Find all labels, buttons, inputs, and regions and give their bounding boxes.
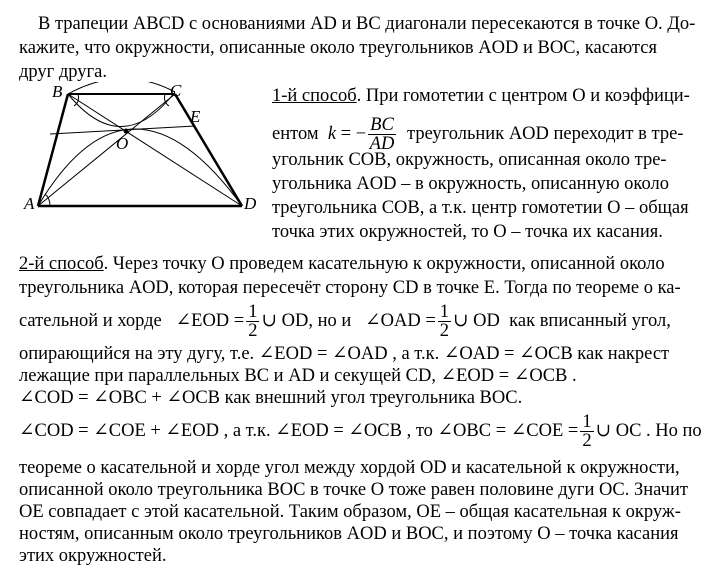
fraction-half-2: $\frac{1}{2}$ — [439, 302, 450, 342]
method2-line-8: теореме о касательной и хорде угол между хордой OD и касательной к окружности, — [19, 458, 680, 478]
fraction-bc-ad: $\frac{BC}{AD}$ — [369, 115, 395, 155]
label-c: C — [170, 82, 182, 100]
method2-line-11: ностям, описанным около треугольников AOD и BOC, и поэтому O – точка касания — [19, 524, 679, 544]
fraction-half-1: $\frac{1}{2}$ — [248, 302, 258, 342]
label-a: A — [24, 194, 35, 213]
method2-line-12: этих окружностей. — [19, 546, 167, 566]
label-e: E — [190, 107, 201, 126]
method2-line-3: сательной и хорде ∠EOD = $\frac{1}{2}$ ∪ OD, но и ∠OAD = $\frac{1}{2}$ ∪ OD как вписанный угол, — [19, 302, 671, 342]
method1-line-2: ентом k = − $\frac{BC}{AD}$ треугольник AOD переходит в тре- — [272, 115, 684, 155]
problem-line-3: друг друга. — [19, 62, 107, 82]
side-ab — [38, 94, 68, 206]
problem-line-1: В трапеции ABCD с основаниями AD и BC диагонали пересекаются в точке O. До- — [38, 14, 696, 34]
side-cd — [175, 94, 242, 206]
point-o — [124, 129, 129, 134]
tangent-oe — [50, 126, 195, 134]
method2-line-2: треугольника AOD, которая пересечёт сторону CD в точке E. Тогда по теореме о ка- — [19, 278, 681, 298]
method1-line-5: треугольника COB, а т.к. центр гомотетии O – общая — [272, 198, 689, 218]
method2-line-4: опирающийся на эту дугу, т.е. ∠EOD = ∠OAD , а т.к. ∠OAD = ∠OCB как накрест — [19, 344, 670, 364]
label-b: B — [52, 82, 63, 101]
label-d: D — [244, 194, 257, 213]
label-o: O — [116, 134, 129, 153]
method2-line-6: ∠COD = ∠OBC + ∠OCB как внешний угол треугольника BOC. — [19, 388, 523, 408]
method2-heading: 2-й способ — [19, 254, 104, 274]
circle-boc — [68, 92, 175, 127]
method1-line-1: 1-й способ. При гомотетии с центром O и коэффици- — [272, 86, 690, 106]
problem-line-2: кажите, что окружности, описанные около треугольников AOD и BOC, касаются — [19, 38, 657, 58]
circle-boc-top — [68, 82, 175, 94]
method2-line-9: описанной около треугольника BOC в точке O тоже равен половине дуги OC. Значит — [19, 480, 688, 500]
fraction-half-3: $\frac{1}{2}$ — [582, 412, 592, 452]
trapezoid-figure — [20, 82, 282, 217]
method2-line-7: ∠COD = ∠COE + ∠EOD , а т.к. ∠EOD = ∠OCB , то ∠OBC = ∠COE = $\frac{1}{2}$ ∪ OC . Но по — [19, 412, 702, 452]
method1-line-6: точка этих окружностей, то O – точка их касания. — [272, 222, 663, 242]
method2-line-10: OE совпадает с этой касательной. Таким образом, OE – общая касательная к окруж- — [19, 502, 681, 522]
method1-line-4: угольника AOD – в окружность, описанную около — [272, 174, 669, 194]
method2-line-1: 2-й способ. Через точку O проведем касательную к окружности, описанной около — [19, 254, 665, 274]
method2-line-5: лежащие при параллельных BC и AD и секущей CD, ∠EOD = ∠OCB . — [19, 366, 577, 386]
method1-heading: 1-й способ — [272, 86, 357, 106]
method1-line-3: угольник COB, окружность, описанная около тре- — [272, 150, 667, 170]
